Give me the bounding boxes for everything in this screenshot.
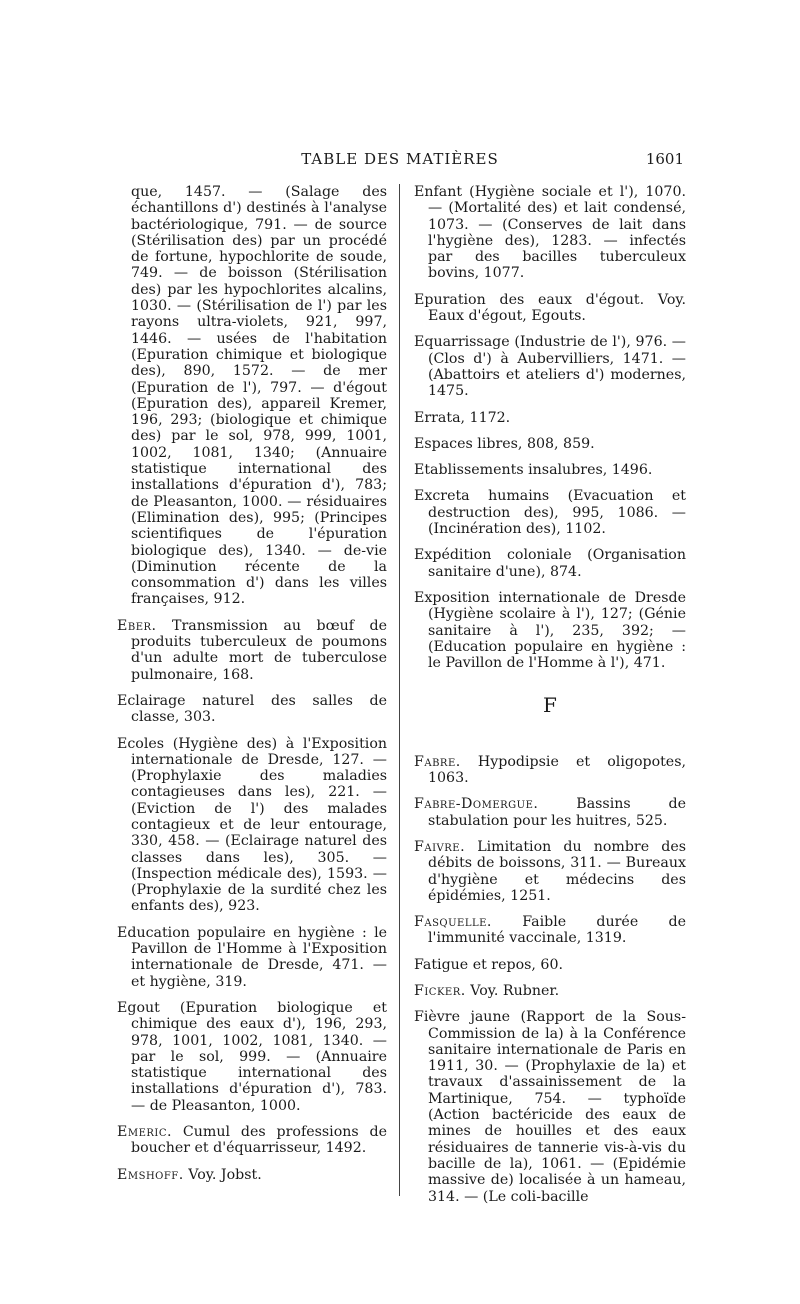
entry-text: Egout (Epuration biologique et chimique des eaux d'), 196, 293, 978, 1001, 1002, 1081, 1340. — par le sol, 999. — (Annuaire statistique international des installations d'épuration d'), 783. — de Pleasanton, 1000. bbox=[117, 999, 387, 1114]
entry-text: Enfant (Hygiène sociale et l'), 1070. — (Mortalité des) et lait condensé, 1073. — (Conserves de lait dans l'hygiène des), 1283. — infectés par des bacilles tuberculeux bovins, 1077. bbox=[414, 184, 686, 282]
entry-text: Etablissements insalubres, 1496. bbox=[414, 462, 653, 479]
author-name: Faivre. bbox=[414, 838, 466, 855]
entry-text: que, 1457. — (Salage des échantillons d') destinés à l'analyse bactériologique, 791. — de source (Stérilisation des) par un procédé de fortune, hypochlorite de soude, 749. — de boisson (Stérilisation des) par les hypochlorites alcalins, 1030. — (Stérilisation de l') par les rayons ultra-violets, 921, 997, 1446. — usées de l'habitation (Epuration chimique et biologique des), 890, 1572. — de mer (Epuration de l'), 797. — d'égout (Epuration des), appareil Kremer, 196, 293; (biologique et chimique des) par le sol, 978, 999, 1001, 1002, 1081, 1340; (Annuaire statistique international des installations d'épuration d'), 783; de Pleasanton, 1000. — résiduaires (Elimination des), 995; (Principes scientifiques de l'épuration biologique des), 1340. — de-vie (Diminution récente de la consommation d') dans les villes françaises, 912. bbox=[131, 184, 387, 608]
index-entry bbox=[414, 754, 686, 787]
index-entry bbox=[414, 983, 686, 999]
entry-text: Voy. Rubner. bbox=[470, 982, 560, 999]
index-entry bbox=[117, 1000, 387, 1114]
index-entry bbox=[414, 547, 686, 580]
author-name: Ficker. bbox=[414, 982, 466, 999]
entry-text: Exposition internationale de Dresde (Hygiène scolaire à l'), 127; (Génie sanitaire à l'), 235, 392; — (Education populaire en hygiène : le Pavillon de l'Homme à l'), 471. bbox=[414, 589, 686, 672]
author-name: Eber. bbox=[117, 617, 157, 634]
entry-text: Equarrissage (Industrie de l'), 976. — (Clos d') à Aubervilliers, 1471. — (Abattoirs et ateliers d') modernes, 1475. bbox=[414, 334, 686, 400]
right-column bbox=[414, 184, 686, 1215]
index-entry bbox=[117, 184, 387, 608]
index-entry bbox=[117, 925, 387, 990]
author-name: Emeric. bbox=[117, 1124, 173, 1141]
entry-text: Voy. Jobst. bbox=[188, 1166, 262, 1183]
entry-text: Faible durée de l'immunité vaccinale, 1319. bbox=[428, 914, 686, 947]
author-name: Emshoff. bbox=[117, 1166, 184, 1183]
entry-text: Excreta humains (Evacuation et destruction des), 995, 1086. — (Incinération des), 1102. bbox=[414, 488, 686, 538]
index-entry bbox=[414, 914, 686, 947]
entry-text: Cumul des professions de boucher et d'équarrisseur, 1492. bbox=[131, 1124, 387, 1157]
entry-text: Espaces libres, 808, 859. bbox=[414, 435, 595, 452]
entry-text: Errata, 1172. bbox=[414, 409, 511, 426]
entry-text: Transmission au bœuf de produits tuberculeux de poumons d'un adulte mort de tuberculose pulmonaire, 168. bbox=[131, 617, 387, 683]
left-column bbox=[117, 184, 387, 1193]
index-entry bbox=[117, 618, 387, 683]
index-entry bbox=[414, 590, 686, 671]
running-title: TABLE DES MATIÈRES bbox=[301, 150, 499, 168]
entry-text: Limitation du nombre des débits de boissons, 311. — Bureaux d'hygiène et médecins des épidémies, 1251. bbox=[428, 838, 686, 904]
entry-text: Education populaire en hygiène : le Pavillon de l'Homme à l'Exposition internationale de Dresde, 471. — et hygiène, 319. bbox=[117, 924, 387, 990]
section-letter: F bbox=[543, 693, 557, 718]
index-entry bbox=[414, 957, 686, 973]
page-number: 1601 bbox=[645, 150, 684, 168]
index-entry bbox=[117, 693, 387, 726]
entry-text: Eclairage naturel des salles de classe, 303. bbox=[117, 692, 387, 726]
running-header bbox=[0, 148, 800, 172]
index-entry bbox=[117, 1124, 387, 1157]
author-name: Fasquelle. bbox=[414, 914, 492, 931]
entry-text: Fièvre jaune (Rapport de la Sous-Commission de la) à la Conférence sanitaire internationale de Paris en 1911, 30. — (Prophylaxie de la) et travaux d'assainissement de la Martinique, 754. — typhoïde (Action bactéricide des eaux de mines de houilles et des eaux résiduaires de tannerie vis-à-vis du bacille de la), 1061. — (Epidémie massive de) localisée à un hameau, 314. — (Le coli-bacille bbox=[414, 1009, 686, 1205]
entry-text: Hypodipsie et oligopotes, 1063. bbox=[428, 753, 686, 787]
author-name: Fabre-Domergue. bbox=[414, 796, 539, 813]
index-entry bbox=[414, 184, 686, 282]
index-entry bbox=[414, 796, 686, 829]
index-entry bbox=[414, 488, 686, 537]
author-name: Fabre. bbox=[414, 753, 461, 770]
index-entry bbox=[414, 436, 686, 452]
entry-text: Epuration des eaux d'égout. Voy. Eaux d'égout, Egouts. bbox=[414, 291, 686, 325]
index-entry bbox=[414, 410, 686, 426]
index-entry bbox=[117, 736, 387, 915]
index-entry bbox=[414, 292, 686, 325]
index-entry bbox=[414, 334, 686, 399]
index-entry bbox=[414, 462, 686, 478]
column-divider bbox=[399, 184, 400, 1196]
entry-text: Expédition coloniale (Organisation sanitaire d'une), 874. bbox=[414, 547, 686, 580]
index-entry bbox=[117, 1167, 387, 1183]
entry-text: Bassins de stabulation pour les huitres, 525. bbox=[428, 796, 686, 829]
entry-text: Fatigue et repos, 60. bbox=[414, 956, 563, 973]
entry-text: Ecoles (Hygiène des) à l'Exposition internationale de Dresde, 127. — (Prophylaxie des maladies contagieuses dans les), 221. — (Eviction de l') des malades contagieux et de leur entourage, 330, 458. — (Eclairage naturel des classes dans les), 305. — (Inspection médicale des), 1593. — (Prophylaxie de la surdité chez les enfants des), 923. bbox=[117, 735, 387, 915]
index-entry bbox=[414, 1009, 686, 1205]
index-entry bbox=[414, 839, 686, 904]
